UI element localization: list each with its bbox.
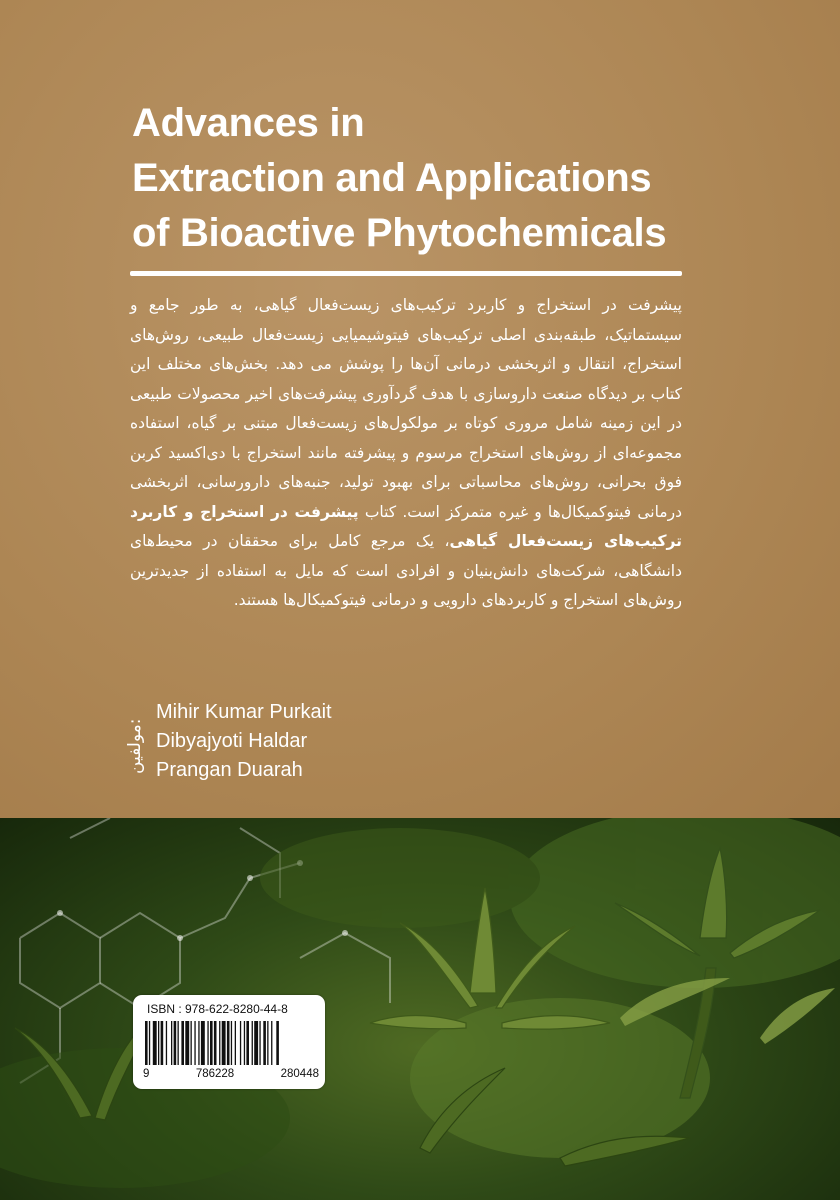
barcode-bar bbox=[178, 1021, 179, 1065]
barcode-bar bbox=[174, 1021, 177, 1065]
title-line-3: of Bioactive Phytochemicals bbox=[132, 211, 667, 255]
barcode-bar bbox=[194, 1021, 195, 1065]
barcode-bar bbox=[210, 1021, 213, 1065]
barcode-digits bbox=[143, 1068, 319, 1080]
barcode-bar bbox=[271, 1021, 272, 1065]
barcode-bar bbox=[214, 1021, 217, 1065]
plant-photo-panel bbox=[0, 818, 840, 1200]
barcode-bar bbox=[201, 1021, 205, 1065]
author-name: Mihir Kumar Purkait bbox=[156, 701, 332, 723]
barcode-digit-group: 786228 bbox=[195, 1068, 235, 1080]
barcode-bar bbox=[263, 1021, 266, 1065]
isbn-label: ISBN : 978-622-8280-44-8 bbox=[147, 1002, 288, 1016]
barcode-bar bbox=[181, 1021, 184, 1065]
authors-label: مولفین: bbox=[125, 718, 145, 774]
barcode-bar bbox=[254, 1021, 258, 1065]
barcode-icon bbox=[145, 1021, 313, 1067]
description-text-2: ، یک مرجع کامل برای محققان در محیط‌های دانشگاهی، شرکت‌های دانش‌بنیان و افرادی است که مایل به استفاده از جدیدترین روش‌های استخراج و کاربردهای دارویی و درمانی فیتوکمیکال‌ها هستند. bbox=[130, 532, 682, 609]
barcode-bar bbox=[171, 1021, 172, 1065]
barcode-bar bbox=[222, 1021, 226, 1065]
author-name: Dibyajyoti Haldar bbox=[156, 730, 308, 752]
book-description bbox=[130, 291, 682, 616]
barcode-bar bbox=[219, 1021, 220, 1065]
barcode-bar bbox=[246, 1021, 249, 1065]
book-title bbox=[132, 96, 666, 261]
barcode-bar bbox=[267, 1021, 268, 1065]
barcode-bar bbox=[161, 1021, 164, 1065]
barcode-bar bbox=[259, 1021, 260, 1065]
barcode-bar bbox=[145, 1021, 148, 1065]
title-line-1: Advances in bbox=[132, 101, 365, 145]
title-divider bbox=[130, 271, 682, 276]
barcode-bar bbox=[252, 1021, 253, 1065]
barcode-bar bbox=[235, 1021, 236, 1065]
cannabis-leaves-illustration bbox=[0, 818, 840, 1200]
barcode-bar bbox=[276, 1021, 279, 1065]
barcode-bar bbox=[149, 1021, 150, 1065]
barcode-digit-group: 9 bbox=[143, 1068, 150, 1080]
barcode-bar bbox=[185, 1021, 189, 1065]
description-text-1: پیشرفت در استخراج و کاربرد ترکیب‌های زیست‌فعال گیاهی، به طور جامع و سیستماتیک، طبقه‌بندی اصلی ترکیب‌های فیتوشیمیایی زیست‌فعال طبیعی، روش‌های استخراج، انتقال و اثربخشی درمانی آن‌ها را پوشش می دهد. بخش‌های مختلف این کتاب بر دیدگاه صنعت داروسازی با هدف گردآوری پیشرفت‌های اخیر محصولات طبیعی در این زمینه شامل مروری کوتاه بر مولکول‌های زیست‌فعال مبتنی بر گیاه، استفاده مجموعه‌ای از روش‌های استخراج مرسوم و پیشرفته مانند استخراج با دی‌اکسید کربن فوق بحرانی، روش‌های محاسباتی برای بهبود تولید، جنبه‌های دارورسانی، اثربخشی درمانی فیتوکمیکال‌ها و غیره متمرکز است. کتاب bbox=[130, 296, 682, 521]
barcode-bar bbox=[240, 1021, 241, 1065]
title-line-2: Extraction and Applications bbox=[132, 156, 652, 200]
barcode-bar bbox=[158, 1021, 159, 1065]
barcode-bar bbox=[244, 1021, 245, 1065]
barcode-bar bbox=[198, 1021, 199, 1065]
barcode-bar bbox=[153, 1021, 157, 1065]
barcode-bar bbox=[231, 1021, 232, 1065]
author-name: Prangan Duarah bbox=[156, 759, 303, 781]
barcode-bar bbox=[207, 1021, 208, 1065]
description-bold-title: پیشرفت در استخراج و کاربرد ترکیب‌های زیست‌فعال گیاهی bbox=[130, 502, 682, 550]
barcode-bar bbox=[191, 1021, 192, 1065]
barcode-bar bbox=[166, 1021, 167, 1065]
barcode-bar bbox=[227, 1021, 230, 1065]
barcode-digit-group: 280448 bbox=[280, 1068, 319, 1080]
authors-list bbox=[156, 698, 332, 785]
isbn-barcode bbox=[133, 995, 325, 1089]
